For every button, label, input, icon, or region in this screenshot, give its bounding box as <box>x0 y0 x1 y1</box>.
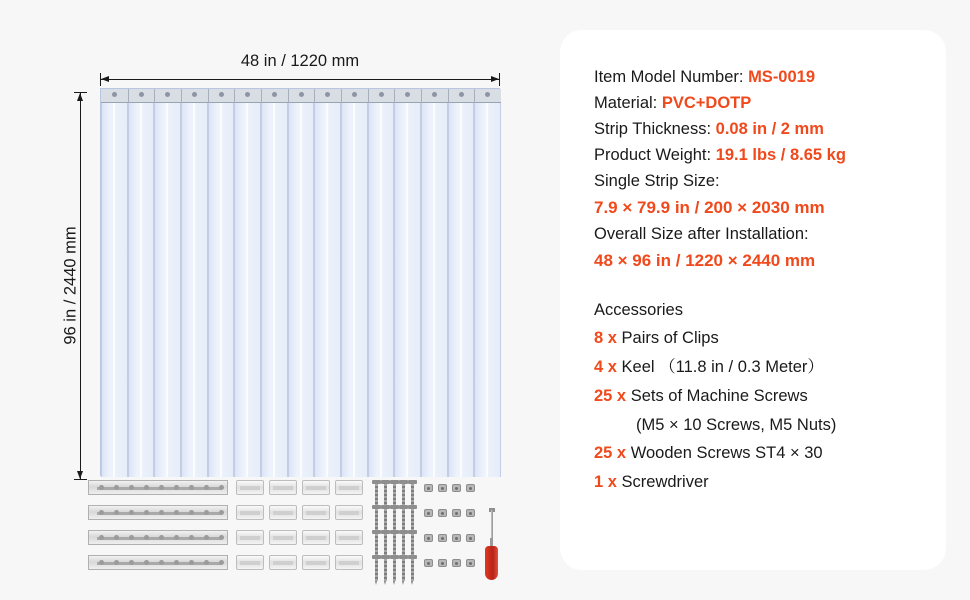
clip-illustration <box>335 480 363 495</box>
keel-hole <box>174 485 179 490</box>
keel-hole <box>174 560 179 565</box>
pvc-strip-highlight <box>113 103 115 477</box>
weight-value: 19.1 lbs / 8.65 kg <box>715 146 846 164</box>
keel-hole <box>159 485 164 490</box>
overall-size-value: 48 × 96 in / 1220 × 2440 mm <box>594 251 816 270</box>
keel-hole <box>189 510 194 515</box>
rail-segment-divider <box>314 89 315 103</box>
specification-card <box>560 30 946 570</box>
clip-row <box>236 555 366 570</box>
clip-row <box>236 530 366 545</box>
screw-shaft <box>411 559 414 581</box>
weight-label: Product Weight: <box>594 146 712 164</box>
clip-illustration <box>269 480 297 495</box>
clip-illustration <box>302 505 330 520</box>
keel-hole <box>204 535 209 540</box>
spec-row-weight <box>594 142 924 168</box>
rail-segment-divider <box>394 89 395 103</box>
spec-row-thickness <box>594 116 924 142</box>
rail-bolt-icon <box>219 92 224 97</box>
clip-illustration <box>335 505 363 520</box>
clip-illustration <box>269 505 297 520</box>
overall-size-label: Overall Size after Installation: <box>594 225 809 243</box>
keel-hole <box>144 485 149 490</box>
screw-body <box>410 555 415 585</box>
screw-shaft <box>402 509 405 531</box>
keel-hole <box>204 560 209 565</box>
model-label: Item Model Number: <box>594 68 744 86</box>
pvc-strip-highlight <box>380 103 382 477</box>
screw-shaft <box>384 509 387 531</box>
keel-hole <box>174 535 179 540</box>
rail-bolt-icon <box>165 92 170 97</box>
keel-illustration <box>88 480 228 495</box>
rail-bolt-icon <box>459 92 464 97</box>
keel-hole <box>114 485 119 490</box>
rail-bolt-icon <box>192 92 197 97</box>
specification-list <box>594 64 924 497</box>
rail-bolt-icon <box>379 92 384 97</box>
screw-shaft <box>375 509 378 531</box>
clip-illustration <box>269 530 297 545</box>
keel-hole <box>144 510 149 515</box>
accessory-quantity: 4 x <box>594 358 617 376</box>
accessory-label: Sets of Machine Screws <box>626 387 808 405</box>
accessory-quantity: 25 x <box>594 444 627 462</box>
rail-bolt-icon <box>325 92 330 97</box>
keel-hole <box>204 510 209 515</box>
screw-body <box>392 555 397 585</box>
thickness-label: Strip Thickness: <box>594 120 712 138</box>
arrow-left-icon <box>101 76 109 82</box>
spec-row-model <box>594 64 924 90</box>
rail-bolt-icon <box>112 92 117 97</box>
accessories-title: Accessories <box>594 301 683 319</box>
accessory-label: Screwdriver <box>616 473 709 491</box>
accessory-label: Keel （11.8 in / 0.3 Meter） <box>616 358 824 376</box>
screw-body <box>374 555 379 585</box>
clip-row <box>236 480 366 495</box>
keel-hole <box>174 510 179 515</box>
clip-illustration <box>335 530 363 545</box>
accessory-label: Pairs of Clips <box>616 329 719 347</box>
keel-hole <box>129 560 134 565</box>
keel-hole <box>114 535 119 540</box>
screw-body <box>383 555 388 585</box>
accessory-quantity: 1 x <box>594 473 617 491</box>
keel-hole <box>99 535 104 540</box>
screw-shaft <box>393 559 396 581</box>
screw-shaft <box>393 484 396 506</box>
material-label: Material: <box>594 94 658 112</box>
keel-hole <box>189 535 194 540</box>
pvc-strip-highlight <box>193 103 195 477</box>
screw-shaft <box>375 559 378 581</box>
keel-hole <box>99 485 104 490</box>
spec-row-material <box>594 90 924 116</box>
keel-hole <box>219 560 224 565</box>
clip-illustration <box>236 480 264 495</box>
screw-tip <box>402 581 404 585</box>
strip-size-value: 7.9 × 79.9 in / 200 × 2030 mm <box>594 198 825 217</box>
pvc-strip-highlight <box>140 103 142 477</box>
screw-shaft <box>375 484 378 506</box>
accessory-label: Wooden Screws ST4 × 30 <box>626 444 823 462</box>
rail-segment-divider <box>368 89 369 103</box>
side-dimension-indicator <box>52 92 92 480</box>
top-dimension-label: 48 in / 1220 mm <box>240 52 360 70</box>
rail-segment-divider <box>421 89 422 103</box>
pvc-strip-highlight <box>246 103 248 477</box>
screw-shaft <box>402 484 405 506</box>
screwdriver-shank <box>491 510 493 540</box>
accessory-quantity: 25 x <box>594 387 627 405</box>
pvc-strip-highlight <box>406 103 408 477</box>
screw-shaft <box>411 534 414 556</box>
rail-bolt-icon <box>299 92 304 97</box>
thickness-value: 0.08 in / 2 mm <box>715 120 824 138</box>
screwdriver-handle <box>485 546 498 580</box>
keel-hole <box>204 485 209 490</box>
screw-body <box>401 555 406 585</box>
rail-segment-divider <box>341 89 342 103</box>
accessories-list <box>594 324 924 497</box>
keel-hole <box>159 560 164 565</box>
spec-row-overall-size <box>594 221 924 274</box>
clip-illustration <box>302 555 330 570</box>
rail-bolt-icon <box>139 92 144 97</box>
top-dimension-indicator <box>100 52 500 86</box>
rail-segment-divider <box>128 89 129 103</box>
strip-size-label: Single Strip Size: <box>594 172 720 190</box>
screw-tip <box>375 581 377 585</box>
arrow-right-icon <box>491 76 499 82</box>
screwdriver-icon <box>480 508 504 582</box>
rail-bolt-icon <box>405 92 410 97</box>
rail-segment-divider <box>261 89 262 103</box>
keel-hole <box>189 485 194 490</box>
accessories-illustration <box>88 480 518 580</box>
screw-shaft <box>393 534 396 556</box>
screw-shaft <box>393 509 396 531</box>
screw-tip <box>411 581 413 585</box>
pvc-strip-highlight <box>460 103 462 477</box>
keel-hole <box>219 510 224 515</box>
material-value: PVC+DOTP <box>661 94 752 112</box>
screw-tip <box>393 581 395 585</box>
dimension-line-horizontal <box>100 79 500 80</box>
arrow-up-icon <box>77 93 83 101</box>
clip-illustration <box>302 530 330 545</box>
keel-hole <box>114 560 119 565</box>
pvc-strip-highlight <box>326 103 328 477</box>
keel-hole <box>189 560 194 565</box>
screw-shaft <box>411 484 414 506</box>
keel-hole <box>159 510 164 515</box>
pvc-strip-highlight <box>486 103 488 477</box>
clip-illustration <box>269 555 297 570</box>
side-dimension-label: 96 in / 2440 mm <box>61 226 80 345</box>
rail-segment-divider <box>448 89 449 103</box>
keel-illustration <box>88 555 228 570</box>
clip-illustration <box>302 480 330 495</box>
accessory-item <box>594 324 924 353</box>
keel-hole <box>129 510 134 515</box>
accessory-quantity: 8 x <box>594 329 617 347</box>
keel-hole <box>219 485 224 490</box>
keel-hole <box>129 535 134 540</box>
accessory-item <box>594 353 924 382</box>
accessory-item <box>594 382 924 411</box>
mounting-rail <box>101 89 501 103</box>
spec-row-strip-size <box>594 168 924 221</box>
pvc-strip-highlight <box>220 103 222 477</box>
pvc-strip-highlight <box>433 103 435 477</box>
keel-hole <box>219 535 224 540</box>
screw-shaft <box>384 484 387 506</box>
pvc-strip-highlight <box>353 103 355 477</box>
clip-illustration <box>236 530 264 545</box>
pvc-strip-highlight <box>166 103 168 477</box>
screw-shaft <box>402 559 405 581</box>
rail-segment-divider <box>154 89 155 103</box>
rail-segment-divider <box>181 89 182 103</box>
screw-shaft <box>411 509 414 531</box>
clip-row <box>236 505 366 520</box>
keel-hole <box>129 485 134 490</box>
keel-illustration <box>88 505 228 520</box>
rail-bolt-icon <box>272 92 277 97</box>
rail-segment-divider <box>474 89 475 103</box>
keel-hole <box>99 560 104 565</box>
keel-hole <box>114 510 119 515</box>
accessory-item <box>594 468 924 497</box>
screw-shaft <box>402 534 405 556</box>
clip-illustration <box>335 555 363 570</box>
rail-segment-divider <box>208 89 209 103</box>
screw-shaft <box>384 559 387 581</box>
keel-hole <box>159 535 164 540</box>
pvc-strip-highlight <box>273 103 275 477</box>
rail-bolt-icon <box>432 92 437 97</box>
rail-bolt-icon <box>352 92 357 97</box>
pvc-strip-curtain-illustration <box>100 88 500 476</box>
keel-hole <box>144 535 149 540</box>
screw-shaft <box>384 534 387 556</box>
rail-segment-divider <box>288 89 289 103</box>
accessory-sublabel: (M5 × 10 Screws, M5 Nuts) <box>636 416 837 434</box>
screw-tip <box>384 581 386 585</box>
keel-illustration <box>88 530 228 545</box>
model-value: MS-0019 <box>748 68 816 86</box>
dimension-cap-bottom <box>74 479 87 480</box>
arrow-down-icon <box>77 471 83 479</box>
rail-segment-divider <box>234 89 235 103</box>
screw-shaft <box>375 534 378 556</box>
accessory-item <box>594 439 924 468</box>
rail-bolt-icon <box>245 92 250 97</box>
keel-hole <box>99 510 104 515</box>
rail-bolt-icon <box>485 92 490 97</box>
clip-illustration <box>236 505 264 520</box>
keel-hole <box>144 560 149 565</box>
pvc-strip-highlight <box>300 103 302 477</box>
dimension-cap-right <box>499 73 500 86</box>
clip-illustration <box>236 555 264 570</box>
